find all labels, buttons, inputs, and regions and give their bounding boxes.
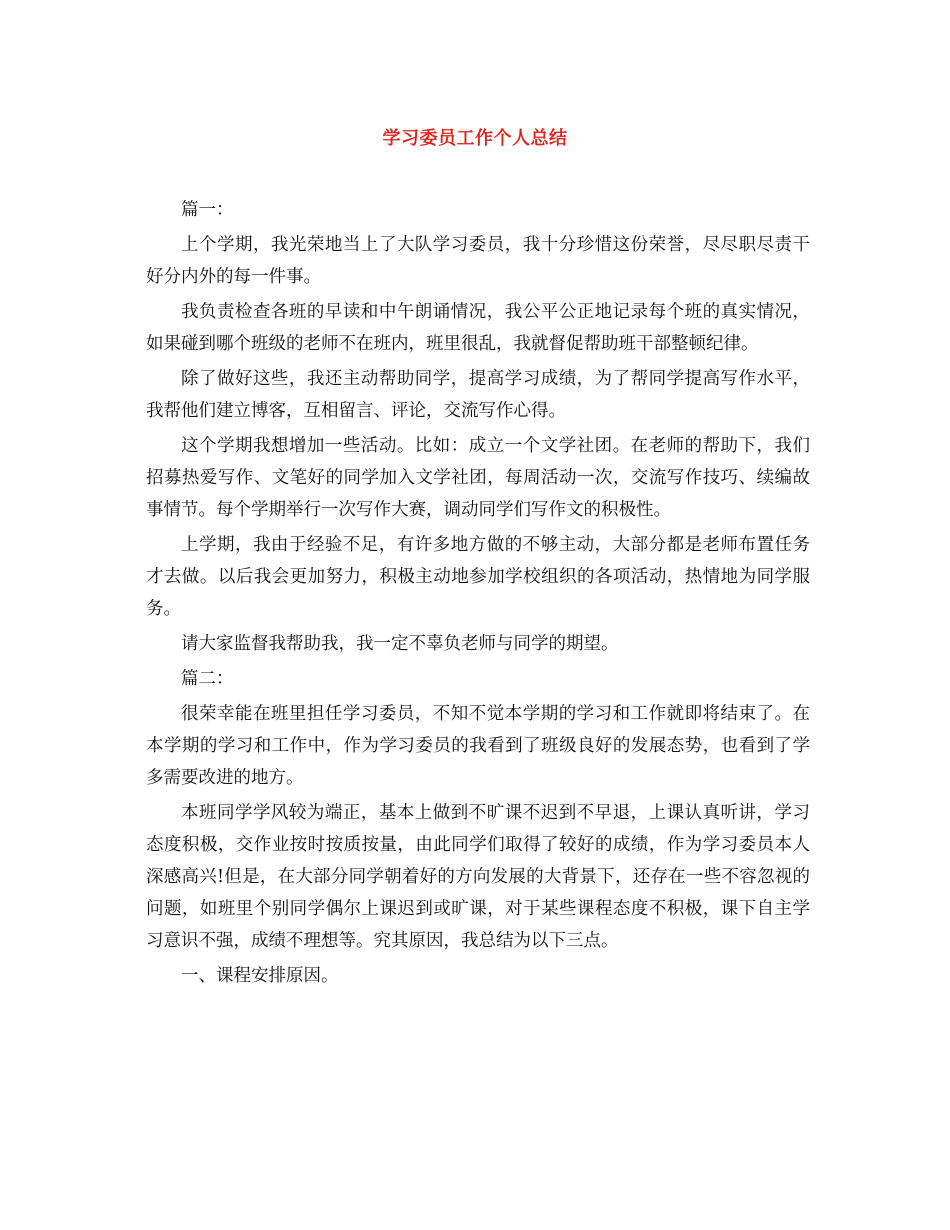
paragraph: 上个学期，我光荣地当上了大队学习委员，我十分珍惜这份荣誉，尽尽职尽责干好分内外的每一件事。 — [146, 235, 810, 287]
paragraph: 这个学期我想增加一些活动。比如：成立一个文学社团。在老师的帮助下，我们招募热爱写作、文笔好的同学加入文学社团，每周活动一次，交流写作技巧、续编故事情节。每个学期举行一次写作大赛，调动同学们写作文的积极性。 — [146, 436, 810, 520]
document-title: 学习委员工作个人总结 — [382, 128, 568, 149]
paragraph: 我负责检查各班的早读和中午朗诵情况，我公平公正地记录每个班的真实情况，如果碰到哪个班级的老师不在班内，班里很乱，我就督促帮助班干部整顿纪律。 — [146, 302, 810, 354]
subsection-heading: 一、课程安排原因。 — [181, 966, 339, 986]
paragraph: 很荣幸能在班里担任学习委员，不知不觉本学期的学习和工作就即将结束了。在本学期的学习和工作中，作为学习委员的我看到了班级良好的发展态势，也看到了学多需要改进的地方。 — [146, 704, 810, 788]
paragraph: 上学期，我由于经验不足，有许多地方做的不够主动，大部分都是老师布置任务才去做。以后我会更加努力，积极主动地参加学校组织的各项活动，热情地为同学服务。 — [146, 535, 810, 619]
paragraph: 除了做好这些，我还主动帮助同学，提高学习成绩，为了帮同学提高写作水平，我帮他们建立博客，互相留言、评论，交流写作心得。 — [146, 369, 810, 421]
section-heading-1: 篇一： — [181, 200, 234, 220]
document-body — [146, 194, 810, 995]
section-heading-2: 篇二： — [181, 669, 234, 689]
paragraph: 本班同学学风较为端正，基本上做到不旷课不迟到不早退，上课认真听讲，学习态度积极，交作业按时按质按量，由此同学们取得了较好的成绩，作为学习委员本人深感高兴!但是，在大部分同学朝着好的方向发展的大背景下，还存在一些不容忽视的问题，如班里个别同学偶尔上课迟到或旷课，对于某些课程态度不积极，课下自主学习意识不强，成绩不理想等。究其原因，我总结为以下三点。 — [146, 803, 810, 951]
paragraph: 请大家监督我帮助我，我一定不辜负老师与同学的期望。 — [181, 634, 619, 654]
